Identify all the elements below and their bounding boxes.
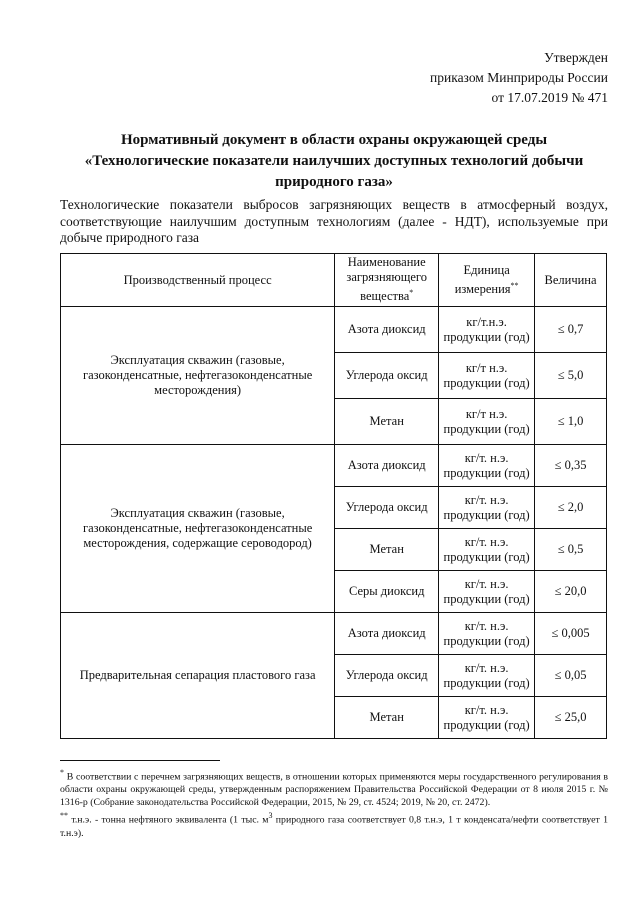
unit-cell: кг/т. н.э. продукции (год) [439, 571, 535, 613]
title-line-1: Нормативный документ в области охраны окружающей среды [120, 132, 548, 148]
substance-cell: Метан [335, 697, 439, 739]
value-cell: ≤ 0,05 [535, 655, 607, 697]
value-cell: ≤ 0,005 [535, 613, 607, 655]
footnote-2-text-b: природного газа соответствует 0,8 т.н.э, 1 т конденсата/нефти соответствует 1 т.н.э). [60, 814, 608, 839]
substance-cell: Метан [335, 399, 439, 445]
table-header-row [61, 254, 607, 307]
approval-stamp [430, 48, 608, 108]
indicators-table [60, 253, 607, 739]
substance-cell: Азота диоксид [335, 613, 439, 655]
footnote-1-text: В соответствии с перечнем загрязняющих веществ, в отношении которых применяются меры государственного регулирования в области охраны окружающей среды, утвержденным распоряжением Правительства Российской Федерации от 8 июля 2015 г. № 1316-р (Собрание законодательства Российской Федерации, 2015, № 29, ст. 4524; 2019, № 20, ст. 2472). [60, 771, 608, 809]
process-cell: Эксплуатация скважин (газовые, газоконденсатные, нефтегазоконденсатные месторождения) [61, 307, 335, 445]
title-line-2: «Технологические показатели наилучших доступных технологий добычи [84, 153, 584, 169]
footnote-separator [60, 760, 220, 761]
substance-cell: Азота диоксид [335, 307, 439, 353]
process-cell: Эксплуатация скважин (газовые, газоконденсатные, нефтегазоконденсатные месторождения, содержащие сероводород) [61, 445, 335, 613]
intro-paragraph: Технологические показатели выбросов загрязняющих веществ в атмосферный воздух, соответствующие наилучшим доступным технологиям (далее - НДТ), используемые при добыче природного газа [60, 197, 608, 245]
value-cell: ≤ 20,0 [535, 571, 607, 613]
approval-line-3: от 17.07.2019 № 471 [491, 90, 608, 105]
value-cell: ≤ 25,0 [535, 697, 607, 739]
approval-line-1: Утвержден [544, 50, 608, 65]
header-process: Производственный процесс [61, 254, 335, 307]
value-cell: ≤ 0,7 [535, 307, 607, 353]
substance-cell: Азота диоксид [335, 445, 439, 487]
unit-cell: кг/т.н.э. продукции (год) [439, 307, 535, 353]
table-row [61, 613, 607, 655]
unit-cell: кг/т. н.э. продукции (год) [439, 697, 535, 739]
unit-cell: кг/т н.э. продукции (год) [439, 399, 535, 445]
footnote-2-superscript: 3 [268, 811, 273, 821]
substance-cell: Углерода оксид [335, 655, 439, 697]
substance-cell: Углерода оксид [335, 487, 439, 529]
value-cell: ≤ 5,0 [535, 353, 607, 399]
footnotes [60, 766, 608, 840]
footnote-2 [60, 809, 608, 839]
table-row [61, 307, 607, 353]
unit-cell: кг/т. н.э. продукции (год) [439, 529, 535, 571]
header-unit: Единица измерения** [439, 254, 535, 307]
value-cell: ≤ 0,5 [535, 529, 607, 571]
header-substance: Наименование загрязняющего вещества* [335, 254, 439, 307]
unit-cell: кг/т н.э. продукции (год) [439, 353, 535, 399]
substance-cell: Углерода оксид [335, 353, 439, 399]
footnote-2-mark: ** [60, 811, 68, 821]
value-cell: ≤ 2,0 [535, 487, 607, 529]
approval-line-2: приказом Минприроды России [430, 70, 608, 85]
unit-cell: кг/т. н.э. продукции (год) [439, 655, 535, 697]
value-cell: ≤ 1,0 [535, 399, 607, 445]
substance-cell: Метан [335, 529, 439, 571]
footnote-ref-2: ** [510, 280, 519, 290]
unit-cell: кг/т. н.э. продукции (год) [439, 487, 535, 529]
unit-cell: кг/т. н.э. продукции (год) [439, 445, 535, 487]
footnote-1-mark: * [60, 768, 64, 777]
header-value: Величина [535, 254, 607, 307]
table-row [61, 445, 607, 487]
document-title [60, 130, 608, 193]
footnote-ref-1: * [409, 288, 414, 298]
footnote-1 [60, 766, 608, 809]
title-line-3: природного газа» [275, 174, 393, 190]
process-cell: Предварительная сепарация пластового газа [61, 613, 335, 739]
substance-cell: Серы диоксид [335, 571, 439, 613]
value-cell: ≤ 0,35 [535, 445, 607, 487]
unit-cell: кг/т. н.э. продукции (год) [439, 613, 535, 655]
footnote-2-text-a: т.н.э. - тонна нефтяного эквивалента (1 тыс. м [71, 814, 269, 826]
